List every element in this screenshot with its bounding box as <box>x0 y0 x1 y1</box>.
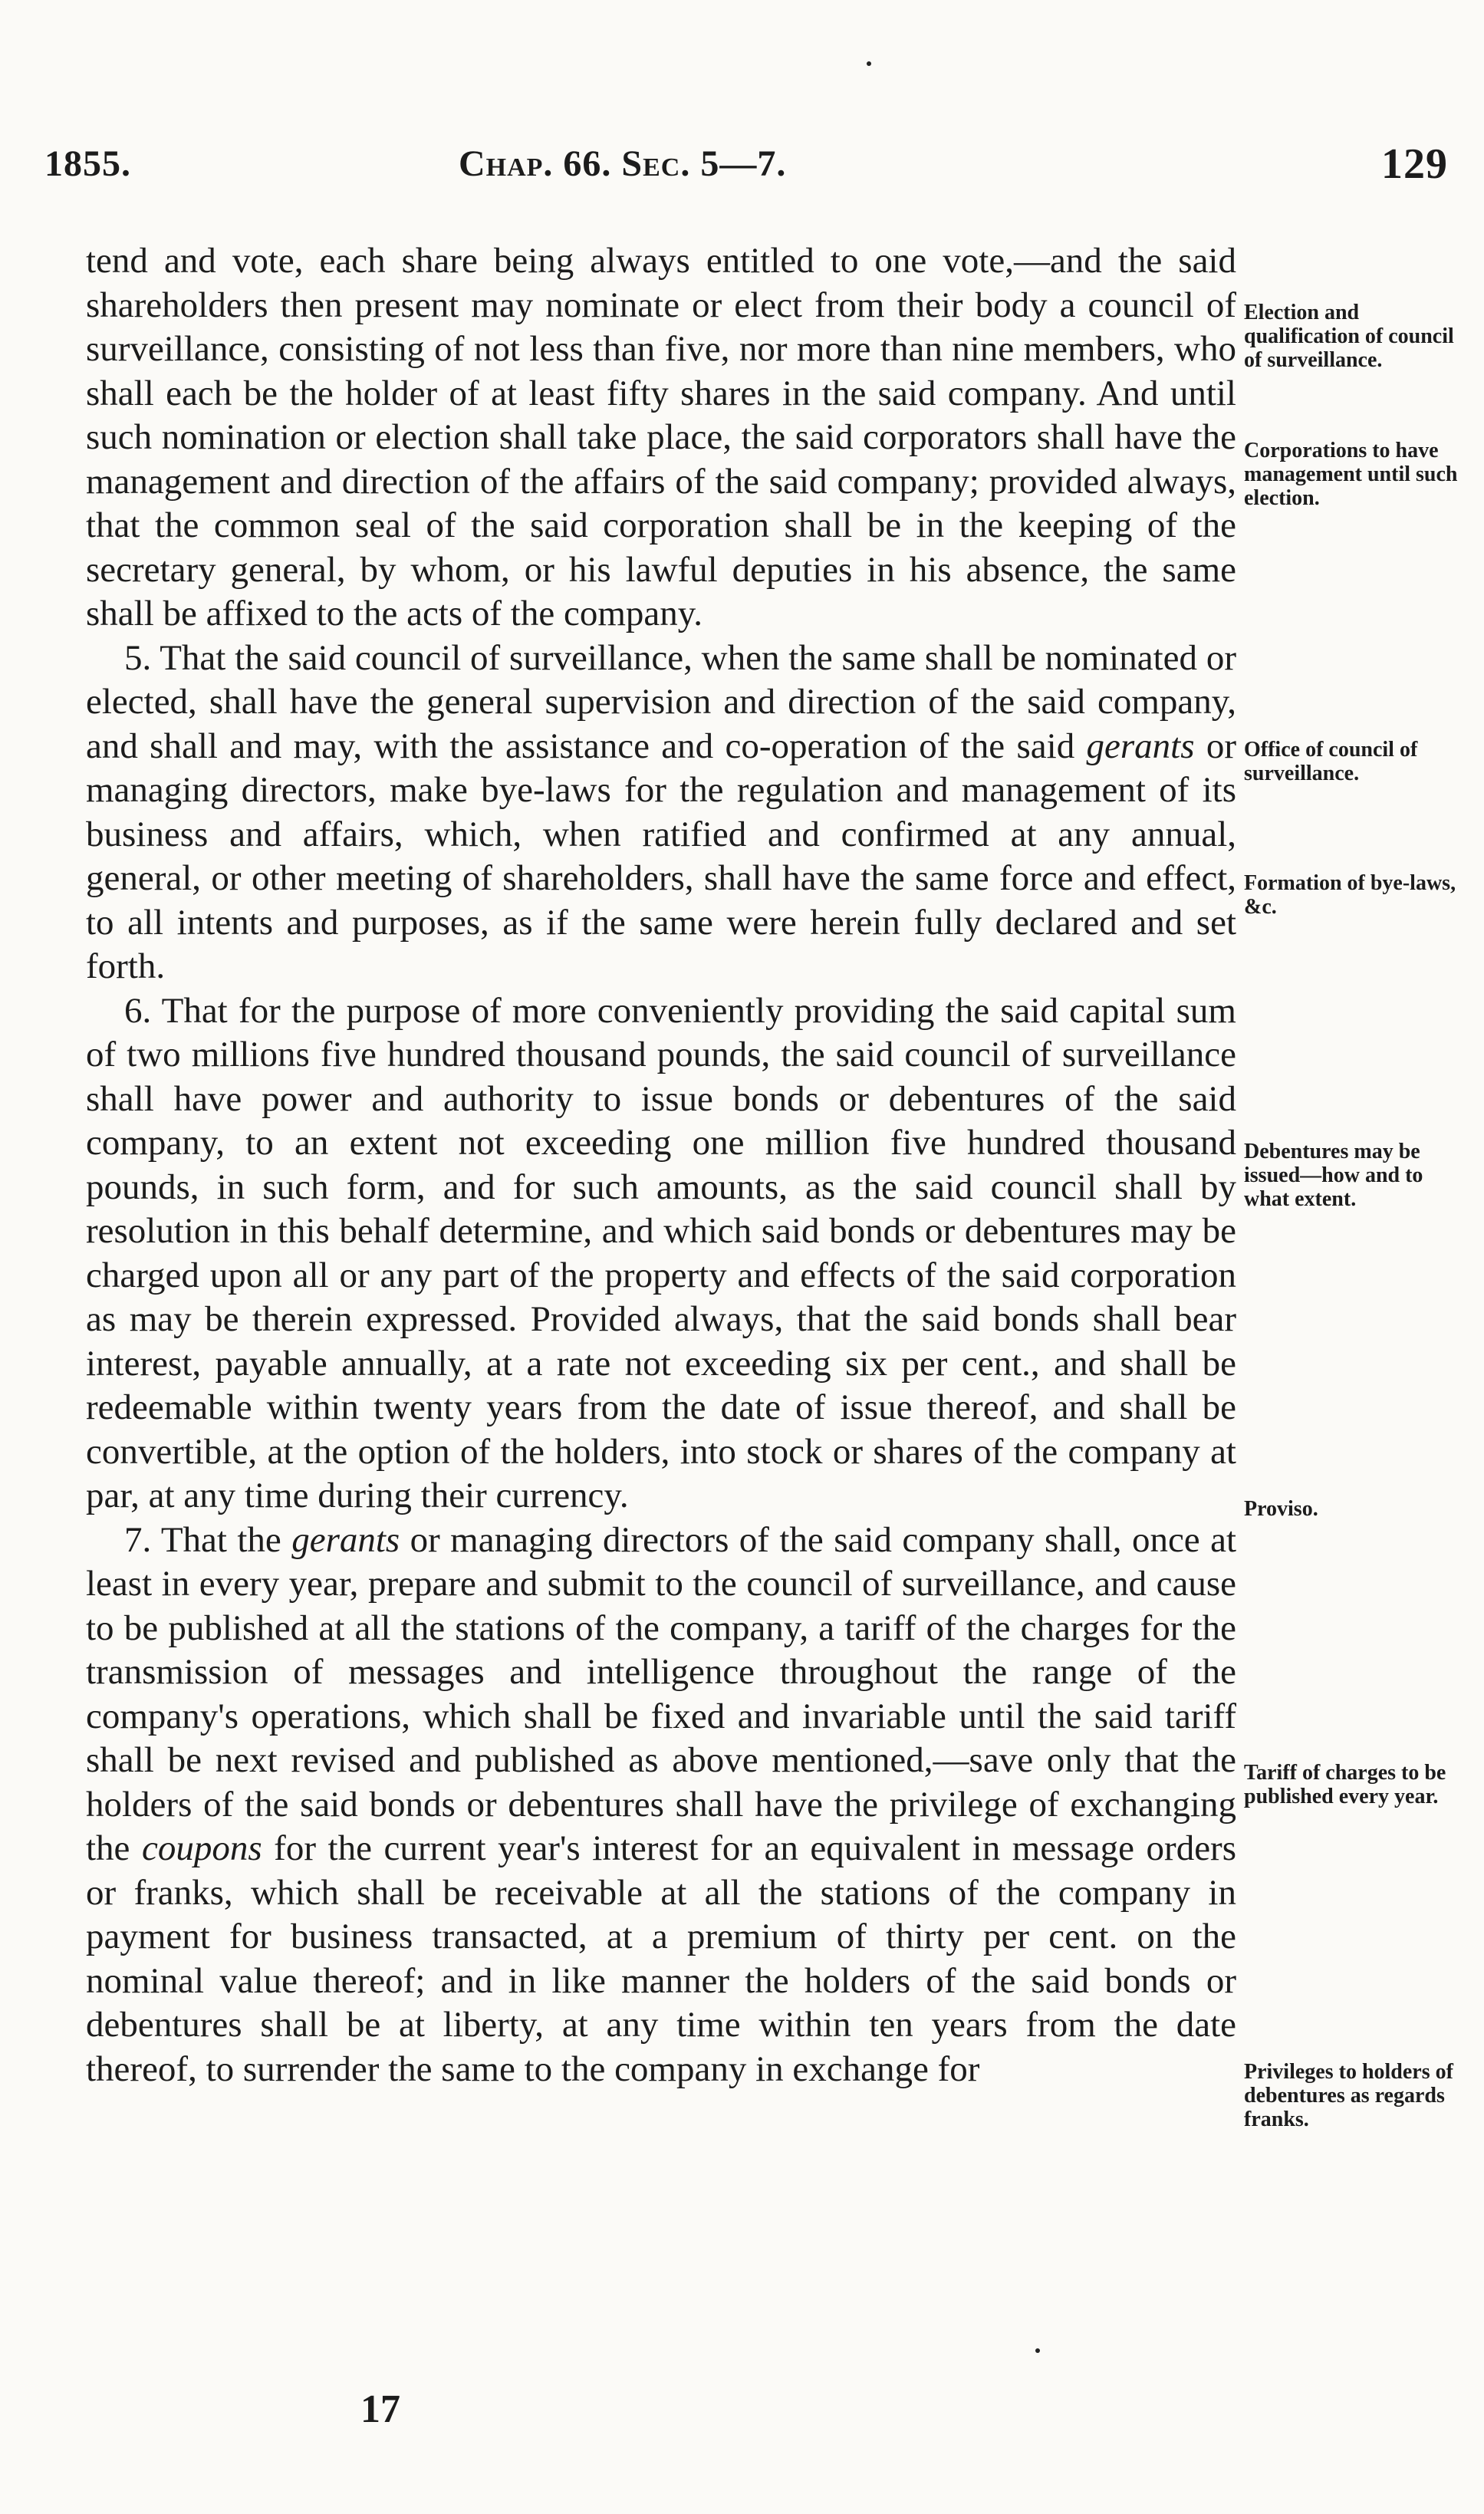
section-7: 7. That the gerants or managing directors of the said company shall, once at least in every year, prepare and submit to the council of surveillance, and cause to be published at all the stations of the company, a tariff of the charges for the transmission of messages and intelligence throughout the range of the company's operations, which shall be fixed and invariable until the said tariff shall be next revised and published as above mentioned,—save only that the holders of the said bonds or debentures shall have the privilege of exchanging the coupons for the current year's interest for an equivalent in message orders or franks, which shall be receivable at all the stations of the company in payment for business transacted, at a premium of thirty per cent. on the nominal value thereof; and in like manner the holders of the said bonds or debentures shall be at liberty, at any time within ten years from the date thereof, to surrender the same to the company in exchange for <box>86 1519 1236 2089</box>
margin-note-privileges: Privileges to holders of debentures as regards franks. <box>1244 2060 1453 2131</box>
margin-note-election: Election and qualification of council of surveillance. <box>1244 301 1454 372</box>
margin-note-bye-laws: Formation of bye-laws, &c. <box>1244 871 1456 919</box>
header-chapter-section: Chap. 66. Sec. 5—7. <box>459 143 787 184</box>
section-5: 5. That the said council of surveillance, when the same shall be nominated or elected, shall have the general supervision and direction of the said company, and shall and may, with the assistance and co-operation of the said gerants or managing directors, make bye-laws for the regulation and management of its business and affairs, which, when ratified and confirmed at any annual, general, or other meeting of shareholders, shall have the same force and effect, to all intents and purposes, as if the same were herein fully declared and set forth. <box>86 637 1237 986</box>
paragraph-continuation: tend and vote, each share being always entitled to one vote,—and the said shareholders then present may nominate or elect from their body a council of surveillance, consisting of not less than five, nor more than nine members, who shall each be the holder of at least fifty shares in the said company. And until such nomination or election shall take place, the said corporators shall have the management and direction of the affairs of the said company; provided always, that the common seal of the said corporation shall be in the keeping of the secretary general, by whom, or his lawful deputies in his absence, the same shall be affixed to the acts of the company. <box>86 241 1236 633</box>
signature-mark: 17 <box>360 2387 400 2431</box>
body-text <box>86 239 1236 2091</box>
page-number: 129 <box>1381 140 1448 188</box>
margin-note-office-of-council: Office of council of surveillance. <box>1244 738 1418 785</box>
speck <box>1035 2348 1040 2353</box>
margin-note-corporations: Corporations to have management until such election. <box>1244 439 1458 510</box>
section-6: 6. That for the purpose of more conveniently providing the said capital sum of two millions five hundred thousand pounds, the said council of surveillance shall have power and authority to issue bonds or debentures of the said company, to an extent not exceeding one million five hundred thousand pounds, in such form, and for such amounts, as the said council shall by resolution in this behalf determine, and which said bonds or debentures may be charged upon all or any part of the property and effects of the said corporation as may be therein expressed. Provided always, that the said bonds shall bear interest, payable annually, at a rate not exceeding six per cent., and shall be redeemable within twenty years from the date of issue thereof, and shall be convertible, at the option of the holders, into stock or shares of the company at par, at any time during their currency. <box>86 990 1236 1515</box>
margin-note-proviso: Proviso. <box>1244 1497 1318 1521</box>
margin-note-tariff: Tariff of charges to be published every year. <box>1244 1761 1446 1808</box>
header-year: 1855. <box>44 143 131 184</box>
speck <box>867 61 871 66</box>
page-header <box>44 129 1448 190</box>
margin-note-debentures: Debentures may be issued—how and to what extent. <box>1244 1140 1423 1211</box>
